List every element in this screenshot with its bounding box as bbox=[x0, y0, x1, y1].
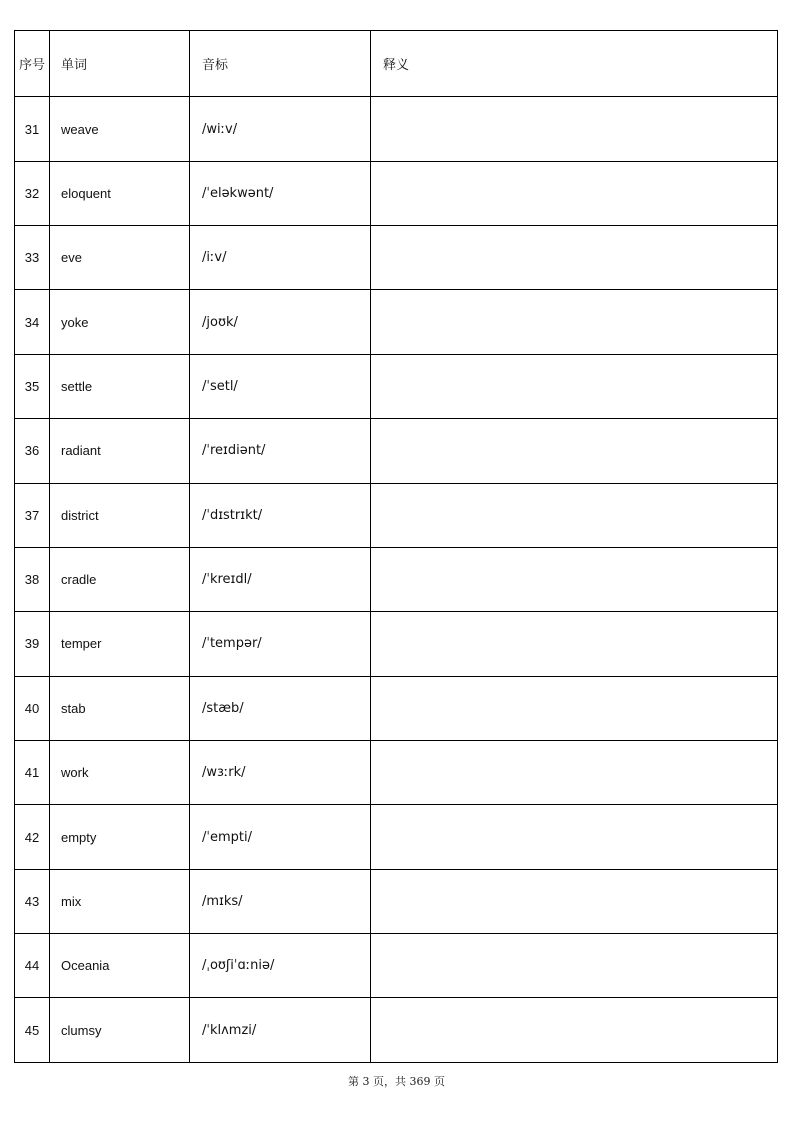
row-word: mix bbox=[50, 869, 190, 933]
row-number: 38 bbox=[15, 547, 50, 611]
row-number: 41 bbox=[15, 740, 50, 804]
row-word: Oceania bbox=[50, 934, 190, 998]
row-meaning bbox=[371, 290, 778, 354]
row-phonetic: /wiːv/ bbox=[190, 97, 371, 161]
table-row bbox=[15, 290, 778, 354]
row-meaning bbox=[371, 869, 778, 933]
row-meaning bbox=[371, 612, 778, 676]
row-phonetic: /ˈdɪstrɪkt/ bbox=[190, 483, 371, 547]
table-header-row bbox=[15, 31, 778, 97]
row-number: 34 bbox=[15, 290, 50, 354]
row-meaning bbox=[371, 676, 778, 740]
row-phonetic: /wɜːrk/ bbox=[190, 740, 371, 804]
row-phonetic: /ˌoʊʃiˈɑːniə/ bbox=[190, 934, 371, 998]
table-row bbox=[15, 805, 778, 869]
row-phonetic: /ˈklʌmzi/ bbox=[190, 998, 371, 1063]
table-row bbox=[15, 97, 778, 161]
table-row bbox=[15, 483, 778, 547]
header-word: 单词 bbox=[50, 31, 190, 97]
row-meaning bbox=[371, 419, 778, 483]
table-row bbox=[15, 354, 778, 418]
row-number: 44 bbox=[15, 934, 50, 998]
table-row bbox=[15, 419, 778, 483]
row-meaning bbox=[371, 547, 778, 611]
row-word: temper bbox=[50, 612, 190, 676]
row-phonetic: /mɪks/ bbox=[190, 869, 371, 933]
table-row bbox=[15, 676, 778, 740]
row-word: empty bbox=[50, 805, 190, 869]
row-number: 40 bbox=[15, 676, 50, 740]
page-footer: 第 3 页，共 369 页 bbox=[348, 1075, 445, 1088]
row-word: cradle bbox=[50, 547, 190, 611]
row-number: 45 bbox=[15, 998, 50, 1063]
table-row bbox=[15, 934, 778, 998]
row-meaning bbox=[371, 354, 778, 418]
row-phonetic: /stæb/ bbox=[190, 676, 371, 740]
row-word: radiant bbox=[50, 419, 190, 483]
row-number: 36 bbox=[15, 419, 50, 483]
row-meaning bbox=[371, 483, 778, 547]
row-number: 33 bbox=[15, 226, 50, 290]
row-word: eve bbox=[50, 226, 190, 290]
row-number: 39 bbox=[15, 612, 50, 676]
row-meaning bbox=[371, 161, 778, 225]
row-number: 35 bbox=[15, 354, 50, 418]
row-number: 32 bbox=[15, 161, 50, 225]
row-meaning bbox=[371, 934, 778, 998]
row-word: settle bbox=[50, 354, 190, 418]
table-row bbox=[15, 547, 778, 611]
row-meaning bbox=[371, 805, 778, 869]
header-meaning: 释义 bbox=[371, 31, 778, 97]
header-number: 序号 bbox=[15, 31, 50, 97]
table-body bbox=[15, 31, 778, 1063]
table-row bbox=[15, 998, 778, 1063]
row-word: work bbox=[50, 740, 190, 804]
row-word: stab bbox=[50, 676, 190, 740]
row-phonetic: /joʊk/ bbox=[190, 290, 371, 354]
row-phonetic: /ˈkreɪdl/ bbox=[190, 547, 371, 611]
vocabulary-table bbox=[14, 30, 778, 1063]
row-meaning bbox=[371, 998, 778, 1063]
row-word: weave bbox=[50, 97, 190, 161]
row-word: district bbox=[50, 483, 190, 547]
table-row bbox=[15, 612, 778, 676]
table-row bbox=[15, 226, 778, 290]
row-meaning bbox=[371, 97, 778, 161]
header-phonetic: 音标 bbox=[190, 31, 371, 97]
row-phonetic: /ˈtempər/ bbox=[190, 612, 371, 676]
row-phonetic: /ˈempti/ bbox=[190, 805, 371, 869]
row-phonetic: /ˈsetl/ bbox=[190, 354, 371, 418]
table-row bbox=[15, 161, 778, 225]
table-row bbox=[15, 740, 778, 804]
table-row bbox=[15, 869, 778, 933]
row-phonetic: /ˈreɪdiənt/ bbox=[190, 419, 371, 483]
row-phonetic: /iːv/ bbox=[190, 226, 371, 290]
row-word: eloquent bbox=[50, 161, 190, 225]
row-phonetic: /ˈeləkwənt/ bbox=[190, 161, 371, 225]
row-number: 43 bbox=[15, 869, 50, 933]
row-word: clumsy bbox=[50, 998, 190, 1063]
row-number: 42 bbox=[15, 805, 50, 869]
row-word: yoke bbox=[50, 290, 190, 354]
row-meaning bbox=[371, 226, 778, 290]
row-number: 37 bbox=[15, 483, 50, 547]
row-number: 31 bbox=[15, 97, 50, 161]
row-meaning bbox=[371, 740, 778, 804]
